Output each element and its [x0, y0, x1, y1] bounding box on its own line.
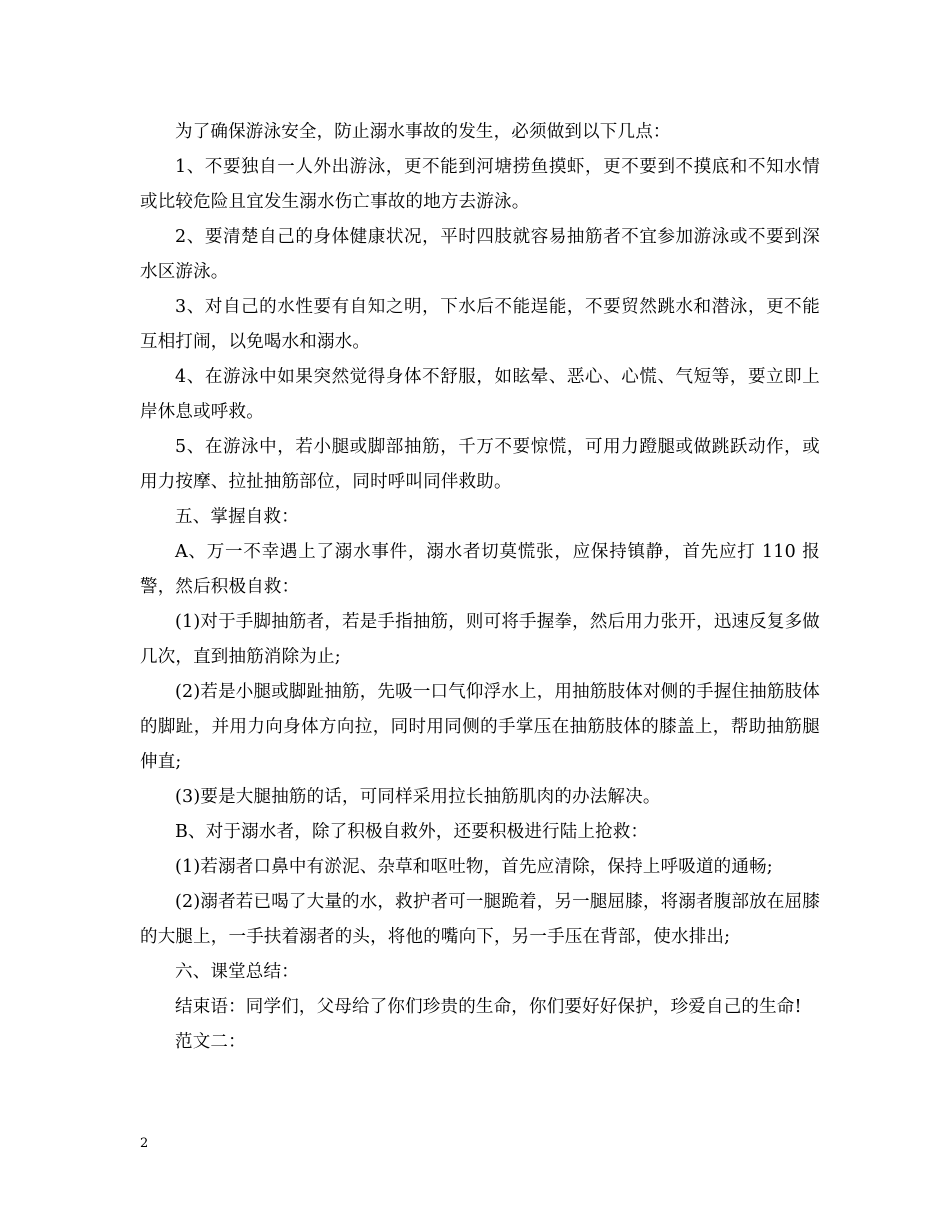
paragraph: (1)对于手脚抽筋者，若是手指抽筋，则可将手握拳，然后用力张开，迅速反复多做几次，直到抽筋消除为止;	[140, 612, 820, 667]
paragraph: B、对于溺水者，除了积极自救外，还要积极进行陆上抢救：	[175, 822, 649, 842]
paragraph: A、万一不幸遇上了溺水事件，溺水者切莫慌张，应保持镇静，首先应打 110 报警，然后积极自救：	[140, 542, 820, 597]
page-number: 2	[140, 1136, 149, 1151]
paragraph: 2、要清楚自己的身体健康状况，平时四肢就容易抽筋者不宜参加游泳或不要到深水区游泳。	[140, 227, 820, 282]
paragraph: 1、不要独自一人外出游泳，更不能到河塘捞鱼摸虾，更不要到不摸底和不知水情或比较危险且宜发生溺水伤亡事故的地方去游泳。	[140, 157, 820, 212]
section-heading: 范文二：	[175, 1032, 246, 1052]
section-heading: 六、课堂总结：	[175, 962, 299, 982]
section-heading: 五、掌握自救：	[175, 507, 299, 527]
paragraph: (2)溺者若已喝了大量的水，救护者可一腿跪着，另一腿屈膝，将溺者腹部放在屈膝的大腿上，一手扶着溺者的头，将他的嘴向下，另一手压在背部，使水排出;	[140, 892, 820, 947]
paragraph: 结束语：同学们，父母给了你们珍贵的生命，你们要好好保护，珍爱自己的生命!	[175, 997, 802, 1017]
paragraph: 3、对自己的水性要有自知之明，下水后不能逞能，不要贸然跳水和潜泳，更不能互相打闹，以免喝水和溺水。	[140, 297, 820, 352]
paragraph: 5、在游泳中，若小腿或脚部抽筋，千万不要惊慌，可用力蹬腿或做跳跃动作，或用力按摩、拉扯抽筋部位，同时呼叫同伴救助。	[140, 437, 820, 492]
paragraph: (2)若是小腿或脚趾抽筋，先吸一口气仰浮水上，用抽筋肢体对侧的手握住抽筋肢体的脚趾，并用力向身体方向拉，同时用同侧的手掌压在抽筋肢体的膝盖上，帮助抽筋腿伸直;	[140, 682, 820, 772]
paragraph: (1)若溺者口鼻中有淤泥、杂草和呕吐物，首先应清除，保持上呼吸道的通畅;	[175, 857, 773, 877]
paragraph: (3)要是大腿抽筋的话，可同样采用拉长抽筋肌肉的办法解决。	[175, 787, 661, 807]
paragraph: 4、在游泳中如果突然觉得身体不舒服，如眩晕、恶心、心慌、气短等，要立即上岸休息或呼救。	[140, 367, 820, 422]
paragraph: 为了确保游泳安全，防止溺水事故的发生，必须做到以下几点：	[175, 122, 671, 142]
document-body	[140, 115, 820, 1060]
